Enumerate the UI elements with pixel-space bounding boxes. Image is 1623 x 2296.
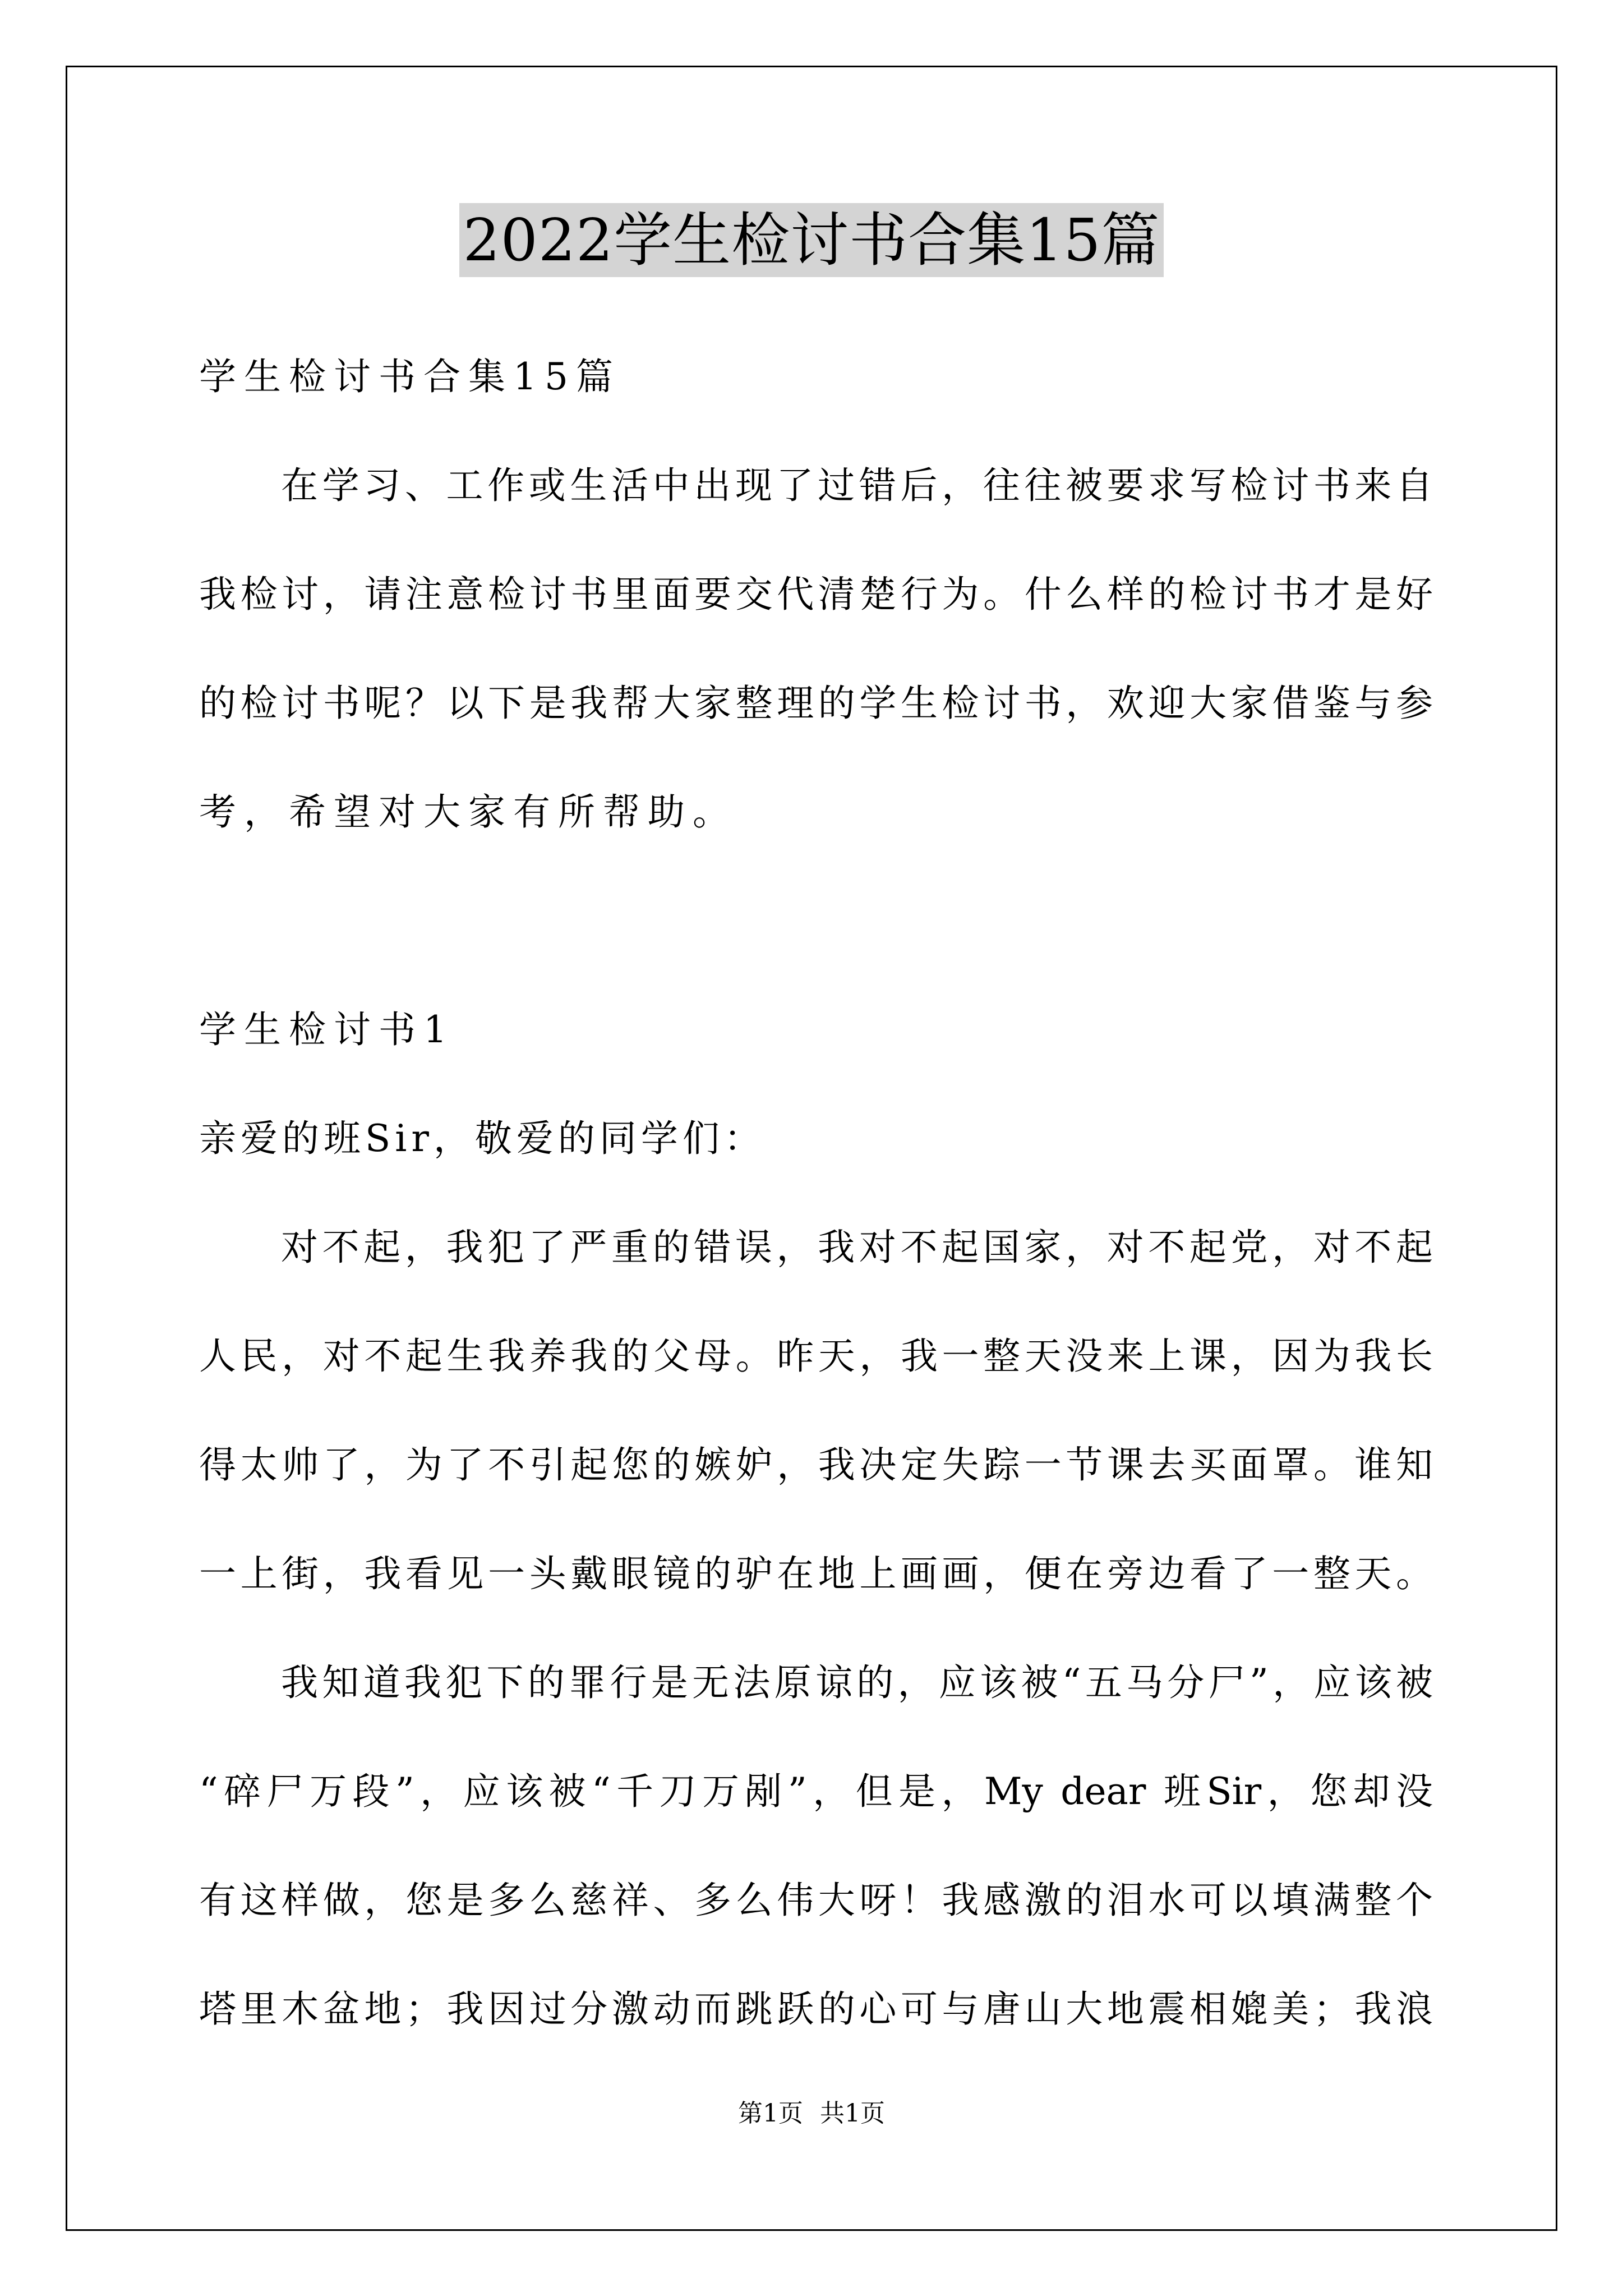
page-footer [0,2098,1623,2129]
paragraph-line: 对不起，我犯了严重的错误，我对不起国家，对不起党，对不起 [281,1226,1433,1269]
section-heading: 学生检讨书1 [199,1008,455,1051]
title-container [0,203,1623,277]
paragraph-line: 我知道我犯下的罪行是无法原谅的，应该被“五马分尸”，应该被 [281,1661,1433,1704]
paragraph-line: 有这样做，您是多么慈祥、多么伟大呀！我感激的泪水可以填满整个 [199,1879,1433,1922]
intro-line: 在学习、工作或生活中出现了过错后，往往被要求写检讨书来自 [281,464,1433,507]
paragraph-line: 塔里木盆地；我因过分激动而跳跃的心可与唐山大地震相媲美；我浪 [199,1987,1433,2031]
salutation: 亲爱的班Sir，敬爱的同学们： [199,1117,766,1160]
paragraph-line: “碎尸万段”，应该被“千刀万剐”，但是，My dear 班Sir，您却没 [199,1770,1433,1813]
page-number: 第1页 [738,2099,803,2128]
intro-line: 我检讨，请注意检讨书里面要交代清楚行为。什么样的检讨书才是好 [199,573,1433,616]
paragraph-line: 得太帅了，为了不引起您的嫉妒，我决定失踪一节课去买面罩。谁知 [199,1443,1433,1487]
intro-line: 的检讨书呢？以下是我帮大家整理的学生检讨书，欢迎大家借鉴与参 [199,682,1433,725]
page-total: 共1页 [820,2099,885,2128]
subtitle: 学生检讨书合集15篇 [199,355,621,398]
intro-line: 考，希望对大家有所帮助。 [199,790,737,834]
document-title: 2022学生检讨书合集15篇 [459,203,1163,277]
paragraph-line: 人民，对不起生我养我的父母。昨天，我一整天没来上课，因为我长 [199,1335,1433,1378]
paragraph-line: 一上街，我看见一头戴眼镜的驴在地上画画，便在旁边看了一整天。 [199,1552,1433,1595]
